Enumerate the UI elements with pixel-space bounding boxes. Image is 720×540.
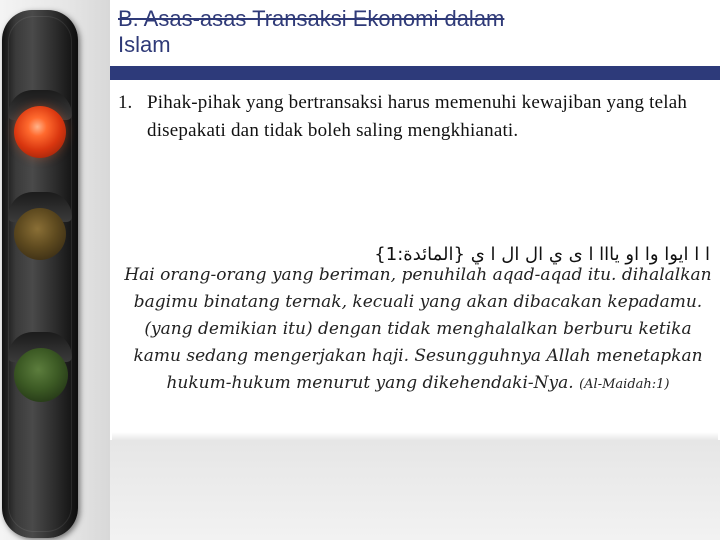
verse-translation: [120, 262, 716, 398]
red-lamp: [14, 106, 66, 158]
yellow-lamp: [14, 208, 66, 260]
title-underline-bar: [110, 66, 720, 80]
arabic-verse: ا ا ايوا وا او يااا ا ى ي ال ال ا ي {المائدة:1}: [374, 244, 710, 265]
list-item: [118, 89, 714, 145]
bottom-area: [110, 440, 720, 540]
traffic-light-image: [2, 10, 78, 538]
translation-text: Hai orang-orang yang beriman, penuhilah aqad-aqad itu. dihalalkan bagimu binatang ternak, kecuali yang akan dibacakan kepadamu. (yang demikian itu) dengan tidak menghalalkan berburu ketika kamu sedang mengerjakan haji. Sesungguhnya Allah menetapkan hukum-hukum menurut yang dikehendaki-Nya.: [124, 265, 712, 393]
slide-title-line1: B. Asas-asas Transaksi Ekonomi dalam: [118, 6, 505, 31]
list-item-number: 1.: [118, 92, 133, 113]
slide-title-line2: Islam: [118, 32, 171, 57]
bar-fade: [520, 66, 720, 80]
list-item-text: Pihak-pihak yang bertransaksi harus memenuhi kewajiban yang telah disepakati dan tidak boleh saling mengkhianati.: [147, 92, 688, 141]
green-lamp: [14, 348, 68, 402]
slide-title: [118, 6, 678, 58]
translation-source: (Al-Maidah:1): [579, 377, 670, 392]
